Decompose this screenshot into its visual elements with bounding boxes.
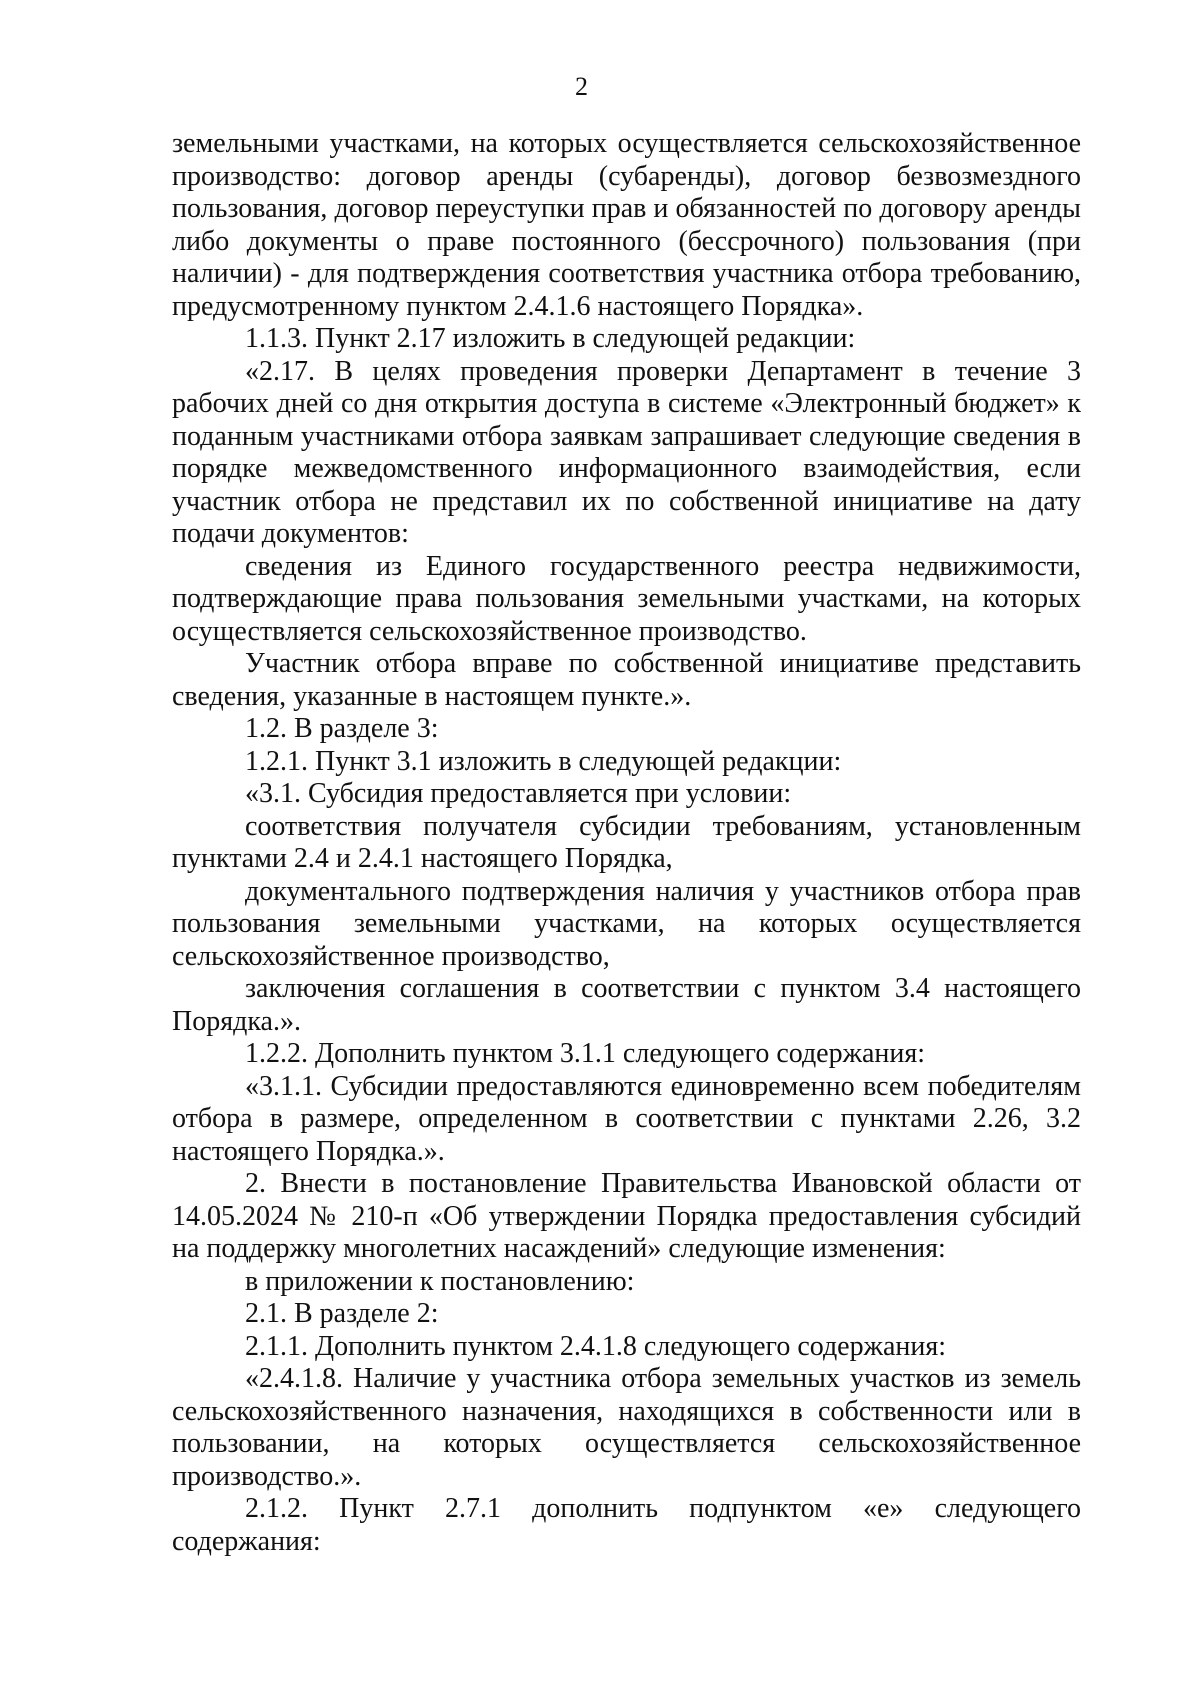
page-number: 2 (575, 72, 588, 101)
paragraph: «2.17. В целях проведения проверки Департамент в течение 3 рабочих дней со дня открытия доступа в системе «Электронный бюджет» к поданным участниками отбора заявкам запрашивает следующие сведения в порядке межведомственного информационного взаимодействия, если участник отбора не представил их по собственной инициативе на дату подачи документов: (172, 355, 1081, 549)
paragraph: 2.1.1. Дополнить пунктом 2.4.1.8 следующего содержания: (245, 1330, 947, 1362)
paragraph: в приложении к постановлению: (245, 1265, 635, 1297)
paragraph: 1.2.1. Пункт 3.1 изложить в следующей редакции: (245, 745, 842, 777)
paragraph: заключения соглашения в соответствии с пунктом 3.4 настоящего Порядка.». (172, 973, 1081, 1037)
paragraph: 2. Внести в постановление Правительства Ивановской области от 14.05.2024 № 210-п «Об утверждении Порядка предоставления субсидий на поддержку многолетних насаждений» следующие изменения: (172, 1168, 1081, 1264)
paragraph: земельными участками, на которых осуществляется сельскохозяйственное производство: договор аренды (субаренды), договор безвозмездного пользования, договор переуступки прав и обязанностей по договору аренды либо документы о праве постоянного (бессрочного) пользования (при наличии) - для подтверждения соответствия участника отбора требованию, предусмотренному пунктом 2.4.1.6 настоящего Порядка». (172, 128, 1081, 322)
paragraph: «3.1.1. Субсидии предоставляются единовременно всем победителям отбора в размере, определенном в соответствии с пунктами 2.26, 3.2 настоящего Порядка.». (172, 1070, 1081, 1167)
paragraph: 1.2.2. Дополнить пунктом 3.1.1 следующего содержания: (245, 1038, 926, 1069)
paragraph: соответствия получателя субсидии требованиям, установленным пунктами 2.4 и 2.4.1 настоящего Порядка, (172, 810, 1081, 874)
paragraph: «2.4.1.8. Наличие у участника отбора земельных участков из земель сельскохозяйственного назначения, находящихся в собственности или в пользовании, на которых осуществляется сельскохозяйственное производство.». (172, 1363, 1081, 1492)
document-body (172, 128, 1081, 1558)
paragraph: 1.1.3. Пункт 2.17 изложить в следующей редакции: (245, 323, 856, 354)
paragraph: «3.1. Субсидия предоставляется при условии: (245, 778, 792, 809)
paragraph: 2.1.2. Пункт 2.7.1 дополнить подпунктом «е» следующего содержания: (172, 1493, 1081, 1557)
paragraph: документального подтверждения наличия у участников отбора прав пользования земельными участками, на которых осуществляется сельскохозяйственное производство, (172, 875, 1081, 972)
paragraph: 1.2. В разделе 3: (245, 713, 439, 744)
paragraph: сведения из Единого государственного реестра недвижимости, подтверждающие права пользования земельными участками, на которых осуществляется сельскохозяйственное производство. (172, 550, 1081, 647)
paragraph: Участник отбора вправе по собственной инициативе представить сведения, указанные в настоящем пункте.». (172, 648, 1081, 712)
paragraph: 2.1. В разделе 2: (245, 1298, 439, 1329)
